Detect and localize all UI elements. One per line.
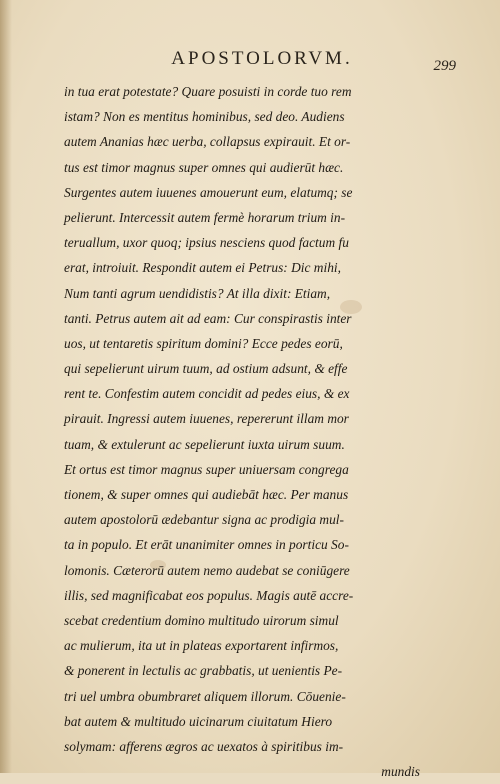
text-line: tuam, & extulerunt ac sepelierunt iuxta uirum suum. xyxy=(64,436,345,452)
text-line: scebat credentium domino multitudo uirorum simul xyxy=(64,612,339,628)
text-line: rent te. Confestim autem concidit ad pedes eius, & ex xyxy=(64,386,350,402)
text-line: uos, ut tentaretis spiritum domini? Ecce pedes eorū, xyxy=(64,335,343,351)
text-line: pirauit. Ingressi autem iuuenes, repererunt illam mor xyxy=(64,411,349,427)
page-number: 299 xyxy=(433,58,456,74)
text-line: lomonis. Cæterorū autem nemo audebat se coniūgere xyxy=(64,562,350,578)
text-line: in tua erat potestate? Quare posuisti in corde tuo rem xyxy=(64,84,352,99)
running-head: APOSTOLORVM. xyxy=(171,48,353,69)
text-line: solymam: afferens ægros ac uexatos à spiritibus im- xyxy=(64,738,344,754)
text-line: autem apostolorū ædebantur signa ac prodigia mul- xyxy=(64,512,344,528)
text-line: tri uel umbra obumbraret aliquem illorum. Cōuenie- xyxy=(64,688,346,704)
text-line: illis, sed magnificabat eos populus. Magis autē accre- xyxy=(64,587,354,603)
text-line: erat, introiuit. Respondit autem ei Petrus: Dic mihi, xyxy=(64,260,341,276)
catchword: mundis xyxy=(381,764,420,780)
text-line: bat autem & multitudo uicinarum ciuitatum Hiero xyxy=(64,713,333,729)
text-line: teruallum, uxor quoq; ipsius nesciens quod factum fu xyxy=(64,235,349,251)
text-line: pelierunt. Intercessit autem fermè horarum trium in- xyxy=(64,209,346,225)
text-line: qui sepelierunt uirum tuum, ad ostium adsunt, & effe xyxy=(64,361,348,377)
text-line: Surgentes autem iuuenes amouerunt eum, elatumq; se xyxy=(64,184,353,200)
text-line: ac mulierum, ita ut in plateas exportarent infirmos, xyxy=(64,638,339,654)
text-line: Num tanti agrum uendidistis? At illa dixit: Etiam, xyxy=(64,285,331,301)
text-line: autem Ananias hæc uerba, collapsus expirauit. Et or- xyxy=(64,134,351,150)
text-line: tionem, & super omnes qui audiebāt hæc. Per manus xyxy=(64,487,349,502)
text-line: tanti. Petrus autem ait ad eam: Cur conspirastis inter xyxy=(64,310,352,326)
text-line: tus est timor magnus super omnes qui audierūt hæc. xyxy=(64,159,344,175)
text-line: & ponerent in lectulis ac grabbatis, ut uenientis Pe- xyxy=(64,663,343,679)
body-text xyxy=(64,79,420,784)
text-line: ta in populo. Et erāt unanimiter omnes in porticu So- xyxy=(64,537,349,553)
text-line: Et ortus est timor magnus super uniuersam congrega xyxy=(64,461,349,477)
text-line: istam? Non es mentitus hominibus, sed deo. Audiens xyxy=(64,109,345,125)
page-gutter-shadow xyxy=(0,0,12,773)
